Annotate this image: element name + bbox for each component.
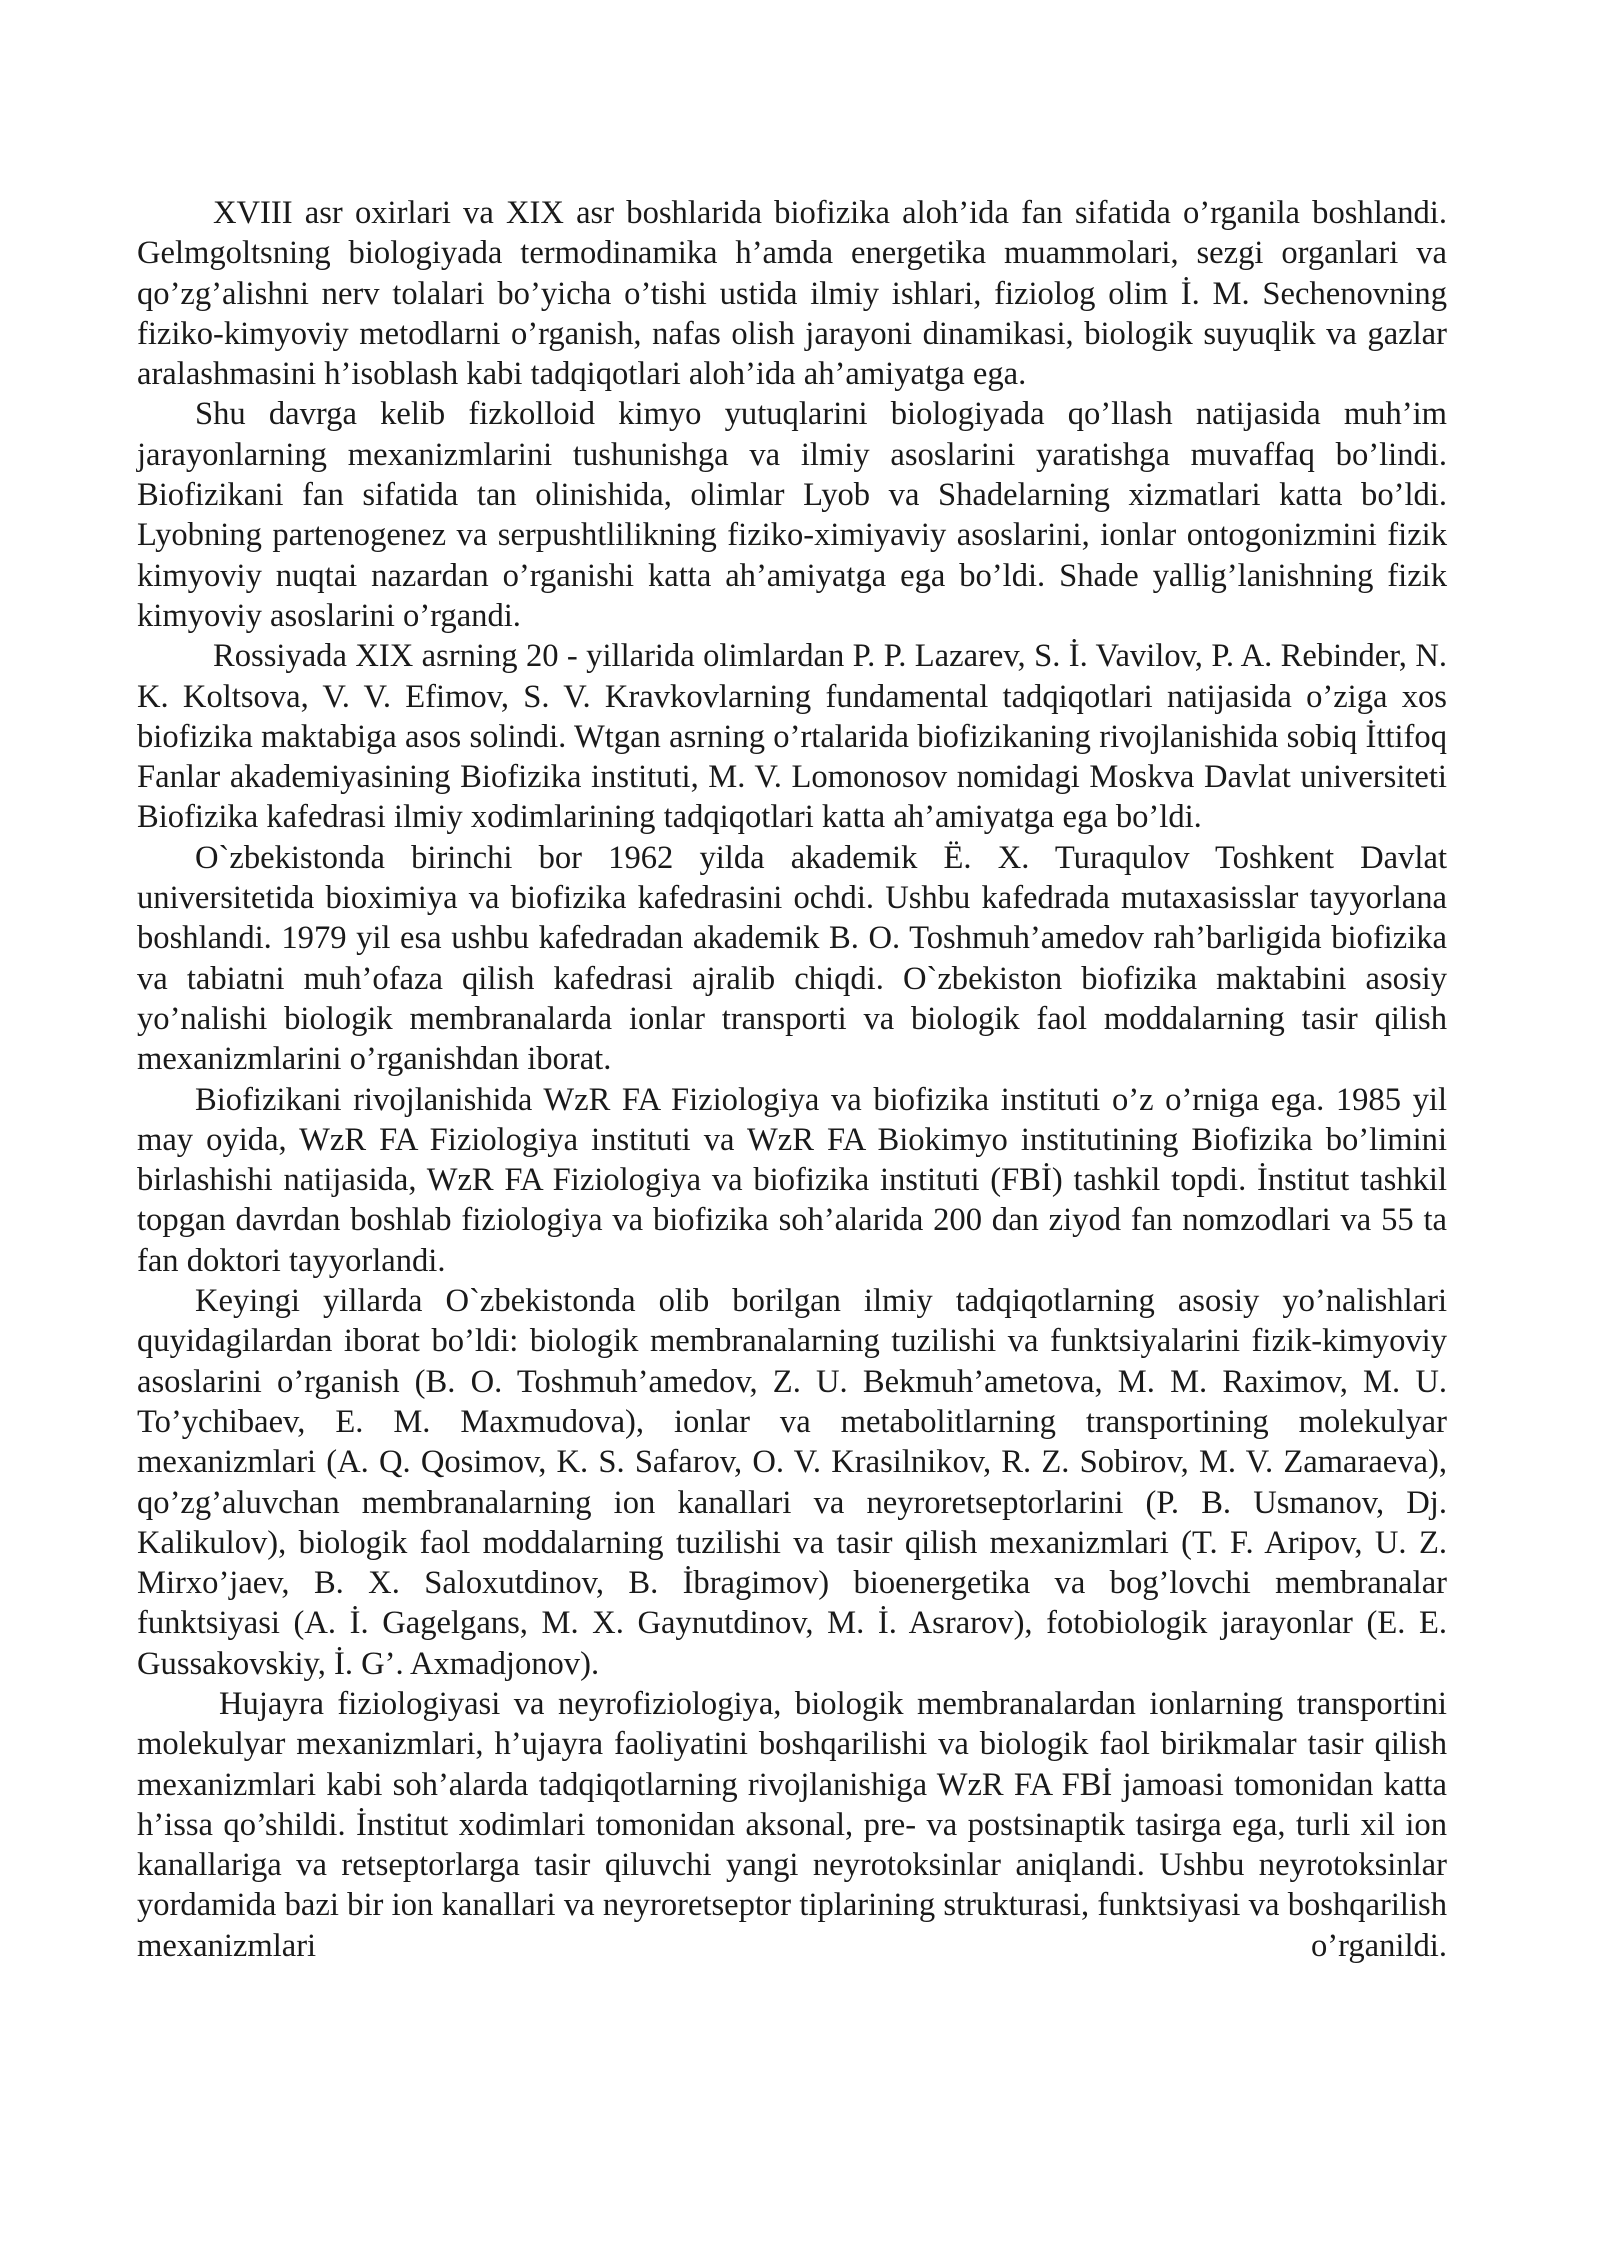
- document-page: [137, 193, 1447, 1966]
- paragraph-1: XVIII asr oxirlari va XIX asr boshlarida biofizika aloh’ida fan sifatida o’rganila boshlandi. Gelmgoltsning biologiyada termodinamika h’amda energetika muammolari, sezgi organlari va qo’zg’alishni nerv tolalari bo’yicha o’tishi ustida ilmiy ishlari, fiziolog olim İ. M. Sechenovning fiziko-kimyoviy metodlarni o’rganish, nafas olish jarayoni dinamikasi, biologik suyuqlik va gazlar aralashmasini h’isoblash kabi tadqiqotlari aloh’ida ah’amiyatga ega.: [137, 195, 1447, 393]
- paragraph-7: Hujayra fiziologiyasi va neyrofiziologiya, biologik membranalardan ionlarning transportini molekulyar mexanizmlari, h’ujayra faoliyatini boshqarilishi va biologik faol birikmalar tasir qilish mexanizmlari kabi soh’alarda tadqiqotlarning rivojlanishiga WzR FA FBİ jamoasi tomonidan katta h’issa qo’shildi. İnstitut xodimlari tomonidan aksonal, pre- va postsinaptik tasirga ega, turli xil ion kanallariga va retseptorlarga tasir qiluvchi yangi neyrotoksinlar aniqlandi. Ushbu neyrotoksinlar yordamida bazi bir ion kanallari va neyroretseptor tiplarining strukturasi, funktsiyasi va boshqarilish mexanizmlari o’rganildi.: [137, 1685, 1447, 1964]
- paragraph-5: Biofizikani rivojlanishida WzR FA Fiziologiya va biofizika instituti o’z o’rniga ega. 1985 yil may oyida, WzR FA Fiziologiya instituti va WzR FA Biokimyo institutining Biofizika bo’limini birlashishi natijasida, WzR FA Fiziologiya va biofizika instituti (FBİ) tashkil topdi. İnstitut tashkil topgan davrdan boshlab fiziologiya va biofizika soh’alarida 200 dan ziyod fan nomzodlari va 55 ta fan doktori tayyorlandi.: [137, 1081, 1447, 1279]
- paragraph-4: O`zbekistonda birinchi bor 1962 yilda akademik Ë. X. Turaqulov Toshkent Davlat universitetida bioximiya va biofizika kafedrasini ochdi. Ushbu kafedrada mutaxasisslar tayyorlana boshlandi. 1979 yil esa ushbu kafedradan akademik B. O. Toshmuh’amedov rah’barligida biofizika va tabiatni muh’ofaza qilish kafedrasi ajralib chiqdi. O`zbekiston biofizika maktabini asosiy yo’nalishi biologik membranalarda ionlar transporti va biologik faol moddalarning tasir qilish mexanizmlarini o’rganishdan iborat.: [137, 839, 1447, 1078]
- paragraph-2: Shu davrga kelib fizkolloid kimyo yutuqlarini biologiyada qo’llash natijasida muh’im jarayonlarning mexanizmlarini tushunishga va ilmiy asoslarini yaratishga muvaffaq bo’lindi. Biofizikani fan sifatida tan olinishida, olimlar Lyob va Shadelarning xizmatlari katta bo’ldi. Lyobning partenogenez va serpushtlilikning fiziko-ximiyaviy asoslarini, ionlar ontogonizmini fizik kimyoviy nuqtai nazardan o’rganishi katta ah’amiyatga ega bo’ldi. Shade yallig’lanishning fizik kimyoviy asoslarini o’rgandi.: [137, 396, 1447, 634]
- paragraph-6: Keyingi yillarda O`zbekistonda olib borilgan ilmiy tadqiqotlarning asosiy yo’nalishlari quyidagilardan iborat bo’ldi: biologik membranalarning tuzilishi va funktsiyalarini fizik-kimyoviy asoslarini o’rganish (B. O. Toshmuh’amedov, Z. U. Bekmuh’ametova, M. M. Raximov, M. U. To’ychibaev, E. M. Maxmudova), ionlar va metabolitlarning transportining molekulyar mexanizmlari (A. Q. Qosimov, K. S. Safarov, O. V. Krasilnikov, R. Z. Sobirov, M. V. Zamaraeva), qo’zg’aluvchan membranalarning ion kanallari va neyroretseptorlarini (P. B. Usmanov, Dj. Kalikulov), biologik faol moddalarning tuzilishi va tasir qilish mexanizmlari (T. F. Aripov, U. Z. Mirxo’jaev, B. X. Saloxutdinov, B. İbragimov) bioenergetika va bog’lovchi membranalar funktsiyasi (A. İ. Gagelgans, M. X. Gaynutdinov, M. İ. Asrarov), fotobiologik jarayonlar (E. E. Gussakovskiy, İ. G’. Axmadjonov).: [137, 1283, 1447, 1682]
- paragraph-3: Rossiyada XIX asrning 20 - yillarida olimlardan P. P. Lazarev, S. İ. Vavilov, P. A. Rebinder, N. K. Koltsova, V. V. Efimov, S. V. Kravkovlarning fundamental tadqiqotlari natijasida o’ziga xos biofizika maktabiga asos solindi. Wtgan asrning o’rtalarida biofizikaning rivojlanishida sobiq İttifoq Fanlar akademiyasining Biofizika instituti, M. V. Lomonosov nomidagi Moskva Davlat universiteti Biofizika kafedrasi ilmiy xodimlarining tadqiqotlari katta ah’amiyatga ega bo’ldi.: [137, 638, 1447, 836]
